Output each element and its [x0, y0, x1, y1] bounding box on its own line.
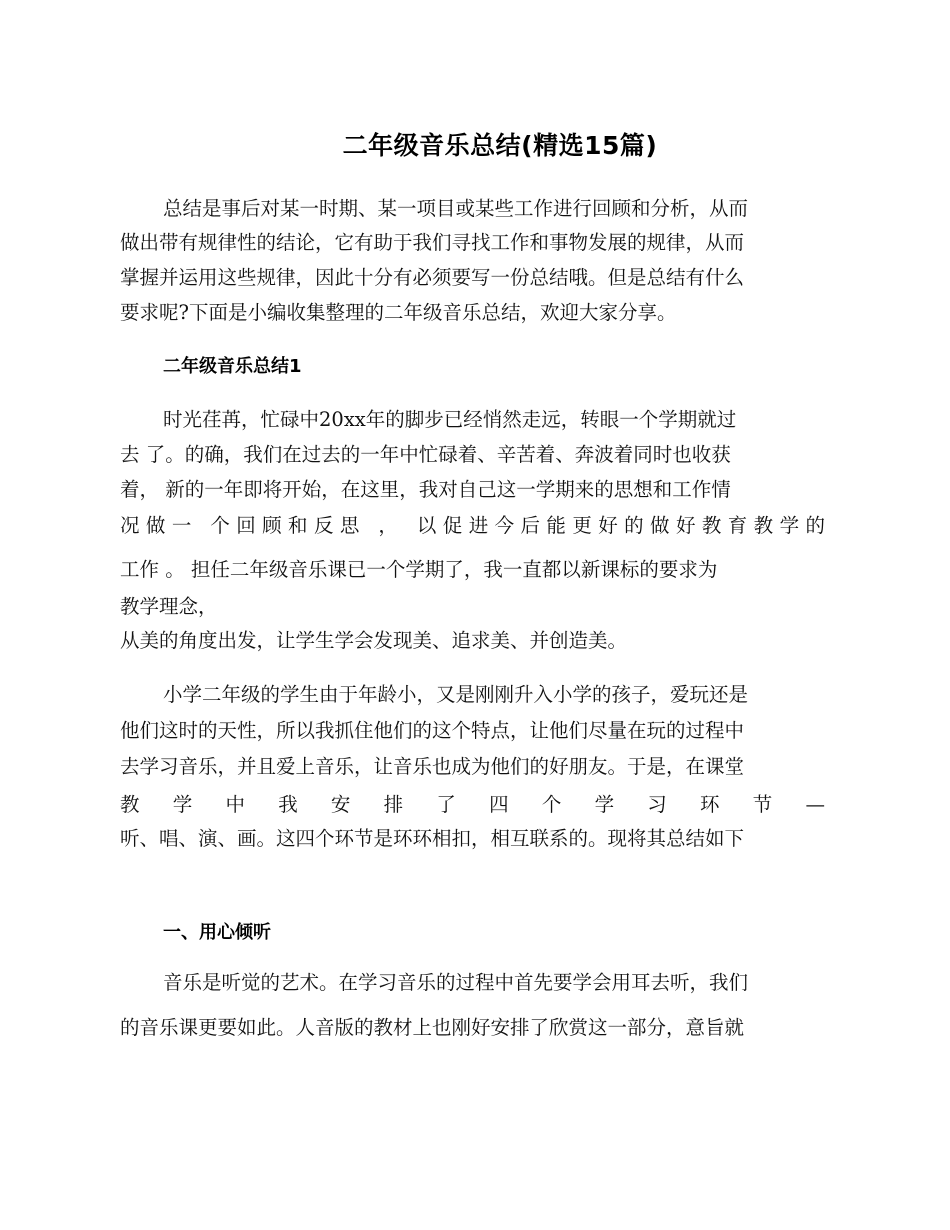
para2-line-3: 去学习音乐，并且爱上音乐，让音乐也成为他们的好朋友。于是，在课堂 [120, 755, 745, 778]
para3-line-2: 的音乐课更要如此。人音版的教材上也刚好安排了欣赏这一部分，意旨就 [120, 1016, 745, 1039]
intro-line-2: 做出带有规律性的结论，它有助于我们寻找工作和事物发展的规律，从而 [120, 231, 745, 254]
para2-line-4: 教 学 中 我 安 排 了 四 个 学 习 环 节 — [120, 793, 825, 816]
subheading-listen: 一、用心倾听 [163, 922, 271, 943]
para2-line-5: 听、唱、演、画。这四个环节是环环相扣，相互联系的。现将其总结如下 [120, 827, 745, 850]
intro-line-3: 掌握并运用这些规律，因此十分有必须要写一份总结哦。但是总结有什么 [120, 266, 745, 289]
para1-line-2: 去 了。的确，我们在过去的一年中忙碌着、辛苦着、奔波着同时也收获 [120, 443, 731, 466]
document-title: 二年级音乐总结(精选15篇) [342, 131, 658, 160]
para1-line-1: 时光荏苒，忙碌中20xx年的脚步已经悄然走远，转眼一个学期就过 [163, 408, 737, 431]
para3-line-1: 音乐是听觉的艺术。在学习音乐的过程中首先要学会用耳去听，我们 [163, 971, 749, 994]
para1-line-4: 况做一 个回顾和反思 ， 以促进今后能更好的做好教育教学的 [120, 514, 825, 537]
intro-line-1: 总结是事后对某一时期、某一项目或某些工作进行回顾和分析，从而 [163, 197, 749, 220]
section-heading-1: 二年级音乐总结1 [163, 356, 302, 377]
para1-line-6: 教学理念， [120, 595, 218, 618]
para1-line-7: 从美的角度出发，让学生学会发现美、追求美、并创造美。 [120, 629, 628, 652]
para2-line-2: 他们这时的天性，所以我抓住他们的这个特点，让他们尽量在玩的过程中 [120, 719, 745, 742]
para2-line-1: 小学二年级的学生由于年龄小，又是刚刚升入小学的孩子，爱玩还是 [163, 683, 749, 706]
para1-line-3: 着， 新的一年即将开始，在这里，我对自己这一学期来的思想和工作情 [120, 478, 731, 501]
intro-line-4: 要求呢?下面是小编收集整理的二年级音乐总结，欢迎大家分享。 [120, 301, 677, 324]
para1-line-5: 工作 。 担任二年级音乐课已一个学期了，我一直都以新课标的要求为 [120, 558, 718, 581]
